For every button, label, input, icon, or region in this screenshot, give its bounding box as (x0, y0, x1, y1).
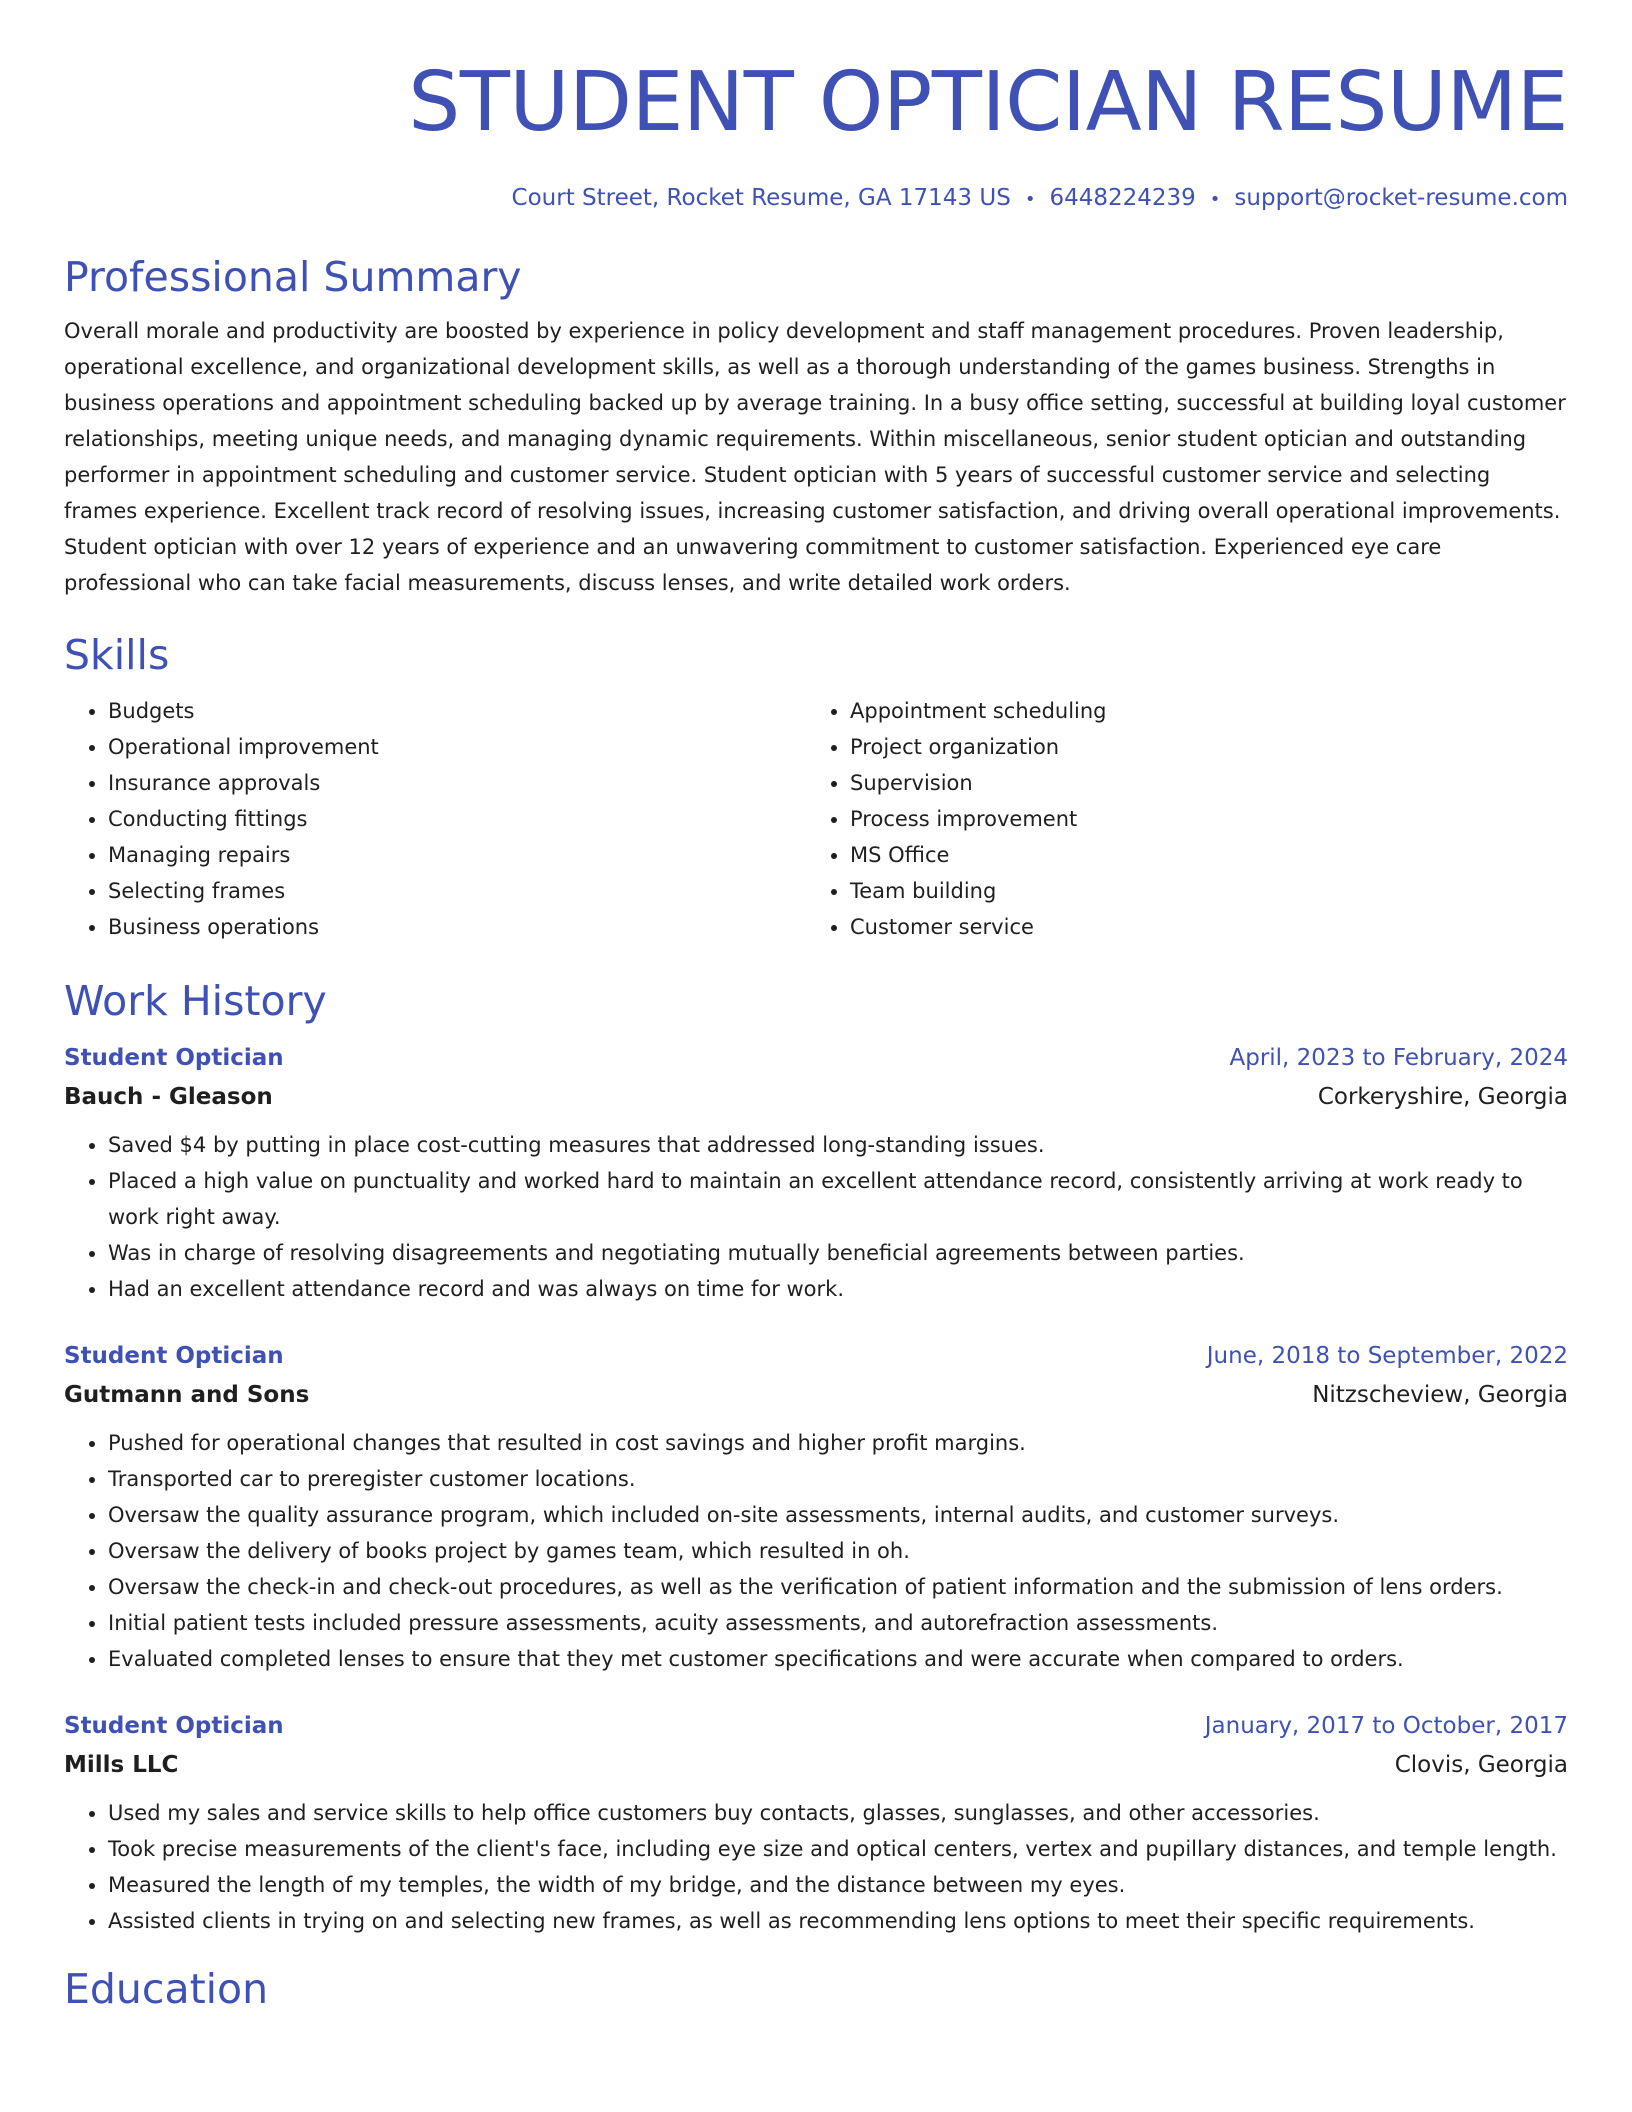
skill-item: • Operational improvement (108, 729, 806, 765)
job-dates: January, 2017 to October, 2017 (1204, 1713, 1568, 1739)
skill-item: • Supervision (850, 765, 1568, 801)
job-location: Corkeryshire, Georgia (1317, 1084, 1568, 1110)
work-history-section (64, 975, 1568, 1939)
job-entry (64, 1337, 1568, 1677)
job-company: Gutmann and Sons (64, 1382, 310, 1408)
skill-item: • Process improvement (850, 801, 1568, 837)
skill-item: • Insurance approvals (108, 765, 806, 801)
job-bullet: • Initial patient tests included pressure assessments, acuity assessments, and autorefraction assessments. (108, 1605, 1568, 1641)
skill-item: • Budgets (108, 693, 806, 729)
professional-summary-section (64, 251, 1568, 601)
job-dates: June, 2018 to September, 2022 (1206, 1343, 1568, 1369)
separator-dot: • (1024, 189, 1036, 210)
job-location: Nitzscheview, Georgia (1312, 1382, 1568, 1408)
job-bullet: • Pushed for operational changes that resulted in cost savings and higher profit margins. (108, 1425, 1568, 1461)
job-company: Mills LLC (64, 1752, 179, 1778)
job-bullet: • Oversaw the quality assurance program, which included on-site assessments, internal audits, and customer surveys. (108, 1497, 1568, 1533)
job-bullet: • Placed a high value on punctuality and worked hard to maintain an excellent attendance record, consistently arriving at work ready to work right away. (108, 1163, 1568, 1235)
job-bullet: • Transported car to preregister customer locations. (108, 1461, 1568, 1497)
contact-line (64, 183, 1568, 215)
job-entry (64, 1707, 1568, 1939)
job-bullet: • Had an excellent attendance record and was always on time for work. (108, 1271, 1568, 1307)
skill-item: • Business operations (108, 909, 806, 945)
section-title-education: Education (64, 1965, 269, 2013)
skills-section (64, 629, 1568, 945)
skill-item: • Selecting frames (108, 873, 806, 909)
job-bullet: • Took precise measurements of the client's face, including eye size and optical centers, vertex and pupillary distances, and temple length. (108, 1831, 1568, 1867)
job-title-row (64, 1707, 1568, 1745)
job-title-row (64, 1337, 1568, 1375)
skills-list-left (64, 693, 806, 945)
job-company-row (64, 1077, 1568, 1117)
email: support@rocket-resume.com (1234, 185, 1568, 211)
job-title-row (64, 1039, 1568, 1077)
job-bullet: • Oversaw the delivery of books project by games team, which resulted in oh. (108, 1533, 1568, 1569)
job-title: Student Optician (64, 1045, 284, 1071)
education-section (64, 1963, 1568, 2015)
resume-header (64, 0, 1568, 215)
section-title-work: Work History (64, 977, 327, 1025)
job-bullet: • Oversaw the check-in and check-out procedures, as well as the verification of patient information and the submission of lens orders. (108, 1569, 1568, 1605)
job-entry (64, 1039, 1568, 1307)
job-dates: April, 2023 to February, 2024 (1229, 1045, 1568, 1071)
skills-list-right (806, 693, 1568, 945)
job-bullet: • Was in charge of resolving disagreements and negotiating mutually beneficial agreements between parties. (108, 1235, 1568, 1271)
job-title: Student Optician (64, 1343, 284, 1369)
phone: 6448224239 (1049, 185, 1196, 211)
separator-dot: • (1209, 189, 1221, 210)
resume-title: STUDENT OPTICIAN RESUME (408, 55, 1568, 150)
summary-text: Overall morale and productivity are boosted by experience in policy development and staff management procedures. Proven leadership, operational excellence, and organizational development skills, as well as a thorough understanding of the games business. Strengths in business operations and appointment scheduling backed up by average training. In a busy office setting, successful at building loyal customer relationships, meeting unique needs, and managing dynamic requirements. Within miscellaneous, senior student optician and outstanding performer in appointment scheduling and customer service. Student optician with 5 years of successful customer service and selecting frames experience. Excellent track record of resolving issues, increasing customer satisfaction, and driving overall operational improvements. Student optician with over 12 years of experience and an unwavering commitment to customer satisfaction. Experienced eye care professional who can take facial measurements, discuss lenses, and write detailed work orders. (64, 319, 1566, 595)
skill-item: • Managing repairs (108, 837, 806, 873)
job-bullet: • Evaluated completed lenses to ensure that they met customer specifications and were accurate when compared to orders. (108, 1641, 1568, 1677)
job-bullets (64, 1795, 1568, 1939)
job-company-row (64, 1745, 1568, 1785)
skills-columns (64, 693, 1568, 945)
job-company: Bauch - Gleason (64, 1084, 273, 1110)
section-title-summary: Professional Summary (64, 253, 522, 301)
job-company-row (64, 1375, 1568, 1415)
skill-item: • Appointment scheduling (850, 693, 1568, 729)
job-title: Student Optician (64, 1713, 284, 1739)
job-bullets (64, 1127, 1568, 1307)
job-bullet: • Used my sales and service skills to help office customers buy contacts, glasses, sunglasses, and other accessories. (108, 1795, 1568, 1831)
skill-item: • Conducting fittings (108, 801, 806, 837)
job-bullet: • Measured the length of my temples, the width of my bridge, and the distance between my eyes. (108, 1867, 1568, 1903)
job-bullet: • Saved $4 by putting in place cost-cutting measures that addressed long-standing issues. (108, 1127, 1568, 1163)
skill-item: • Customer service (850, 909, 1568, 945)
section-title-skills: Skills (64, 631, 170, 679)
address: Court Street, Rocket Resume, GA 17143 US (511, 185, 1011, 211)
skill-item: • MS Office (850, 837, 1568, 873)
skill-item: • Project organization (850, 729, 1568, 765)
job-bullet: • Assisted clients in trying on and selecting new frames, as well as recommending lens options to meet their specific requirements. (108, 1903, 1568, 1939)
job-location: Clovis, Georgia (1394, 1752, 1568, 1778)
job-bullets (64, 1425, 1568, 1677)
skill-item: • Team building (850, 873, 1568, 909)
